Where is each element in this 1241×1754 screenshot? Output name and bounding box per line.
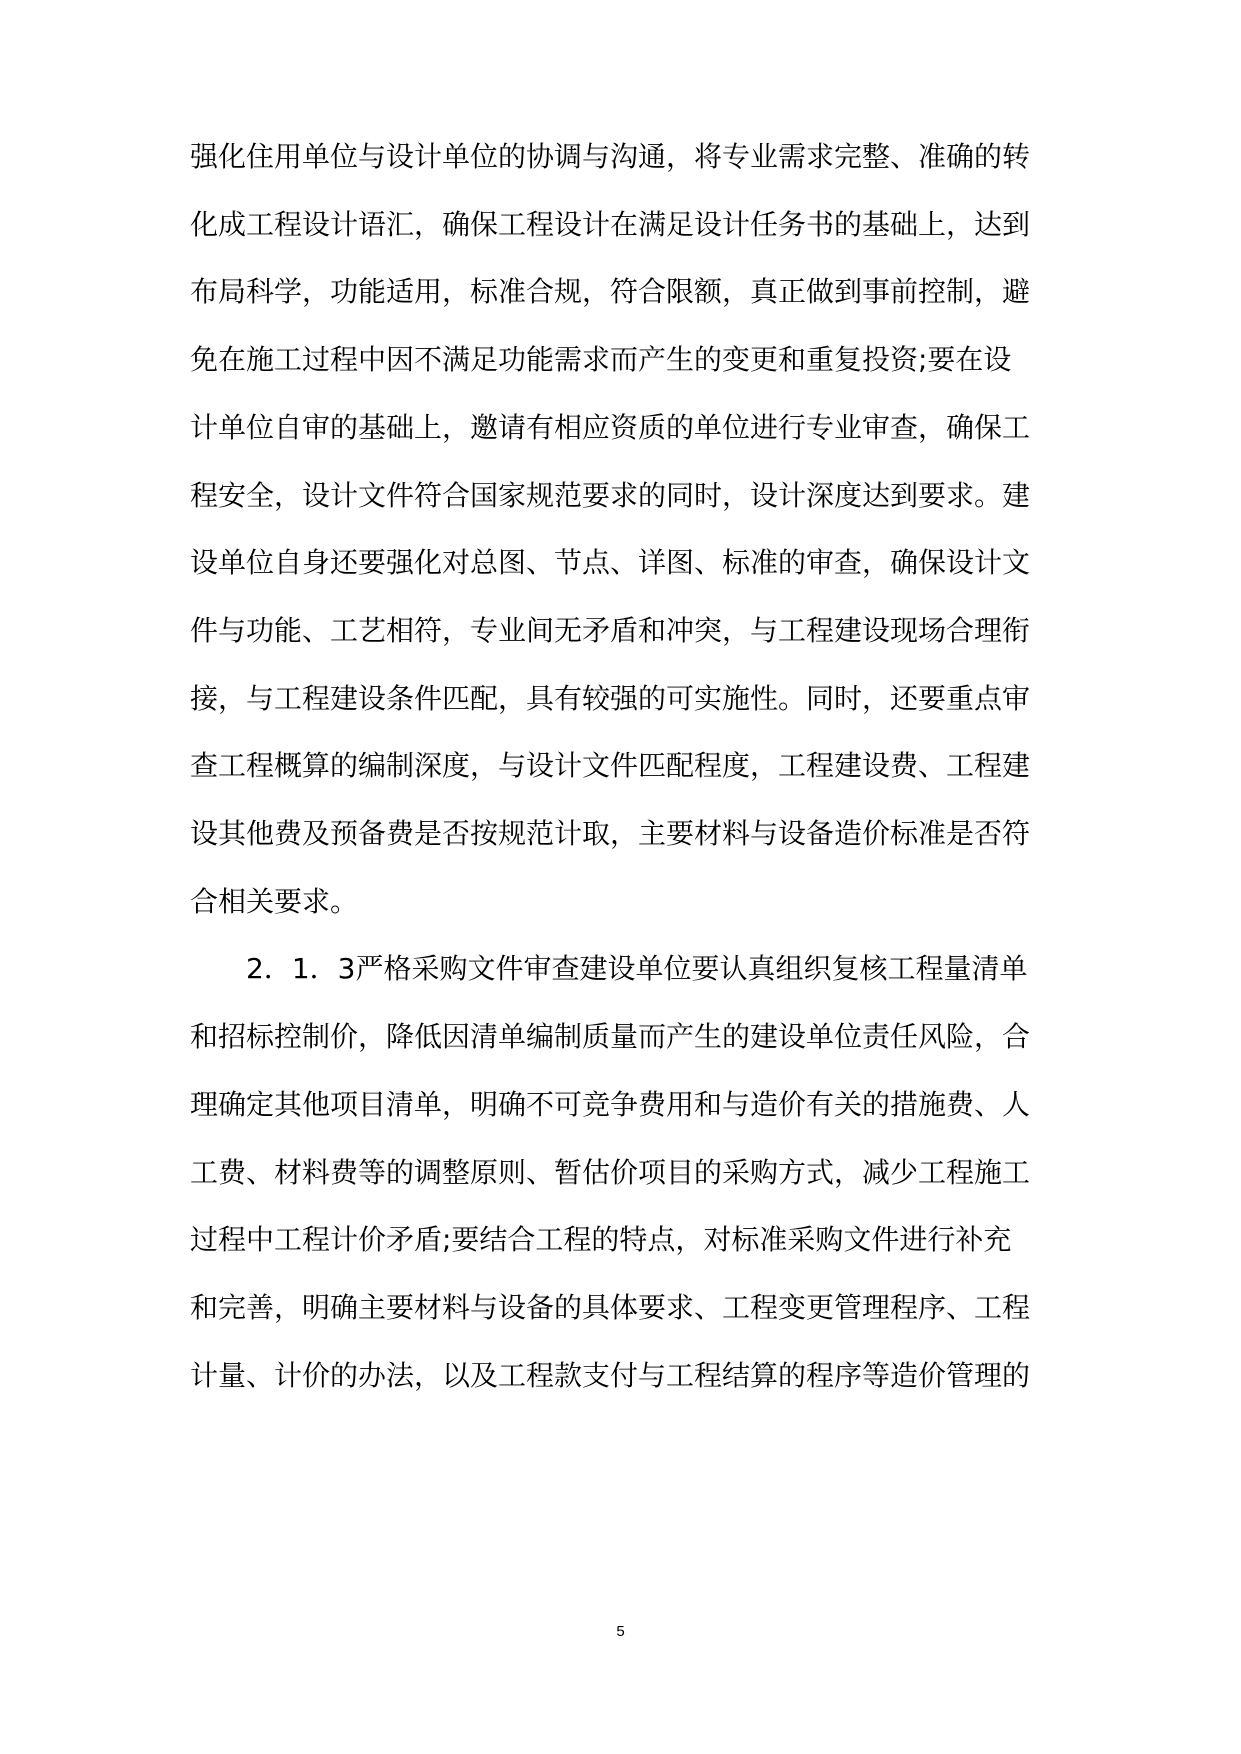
paragraph-1-line-1: 强化住用单位与设计单位的协调与沟通，将专业需求完整、准确的转 [190,140,1031,173]
paragraph-2-line-5: 过程中工程计价矛盾;要结合工程的特点，对标准采购文件进行补充 [190,1223,1012,1256]
paragraph-2-line-2: 和招标控制价，降低因清单编制质量而产生的建设单位责任风险，合 [190,1020,1031,1053]
page-number: 5 [616,1623,625,1640]
paragraph-2-line-3: 理确定其他项目清单，明确不可竞争费用和与造价有关的措施费、人 [190,1088,1031,1121]
paragraph-1-line-7: 设单位自身还要强化对总图、节点、详图、标准的审查，确保设计文 [190,546,1031,579]
paragraph-1-line-10: 查工程概算的编制深度，与设计文件匹配程度，工程建设费、工程建 [190,749,1031,782]
paragraph-1-line-3: 布局科学，功能适用，标准合规，符合限额，真正做到事前控制，避 [190,275,1031,308]
paragraph-1-line-11: 设其他费及预备费是否按规范计取，主要材料与设备造价标准是否符 [190,817,1031,850]
paragraph-1-line-2: 化成工程设计语汇，确保工程设计在满足设计任务书的基础上，达到 [190,208,1031,241]
paragraph-1-line-6: 程安全，设计文件符合国家规范要求的同时，设计深度达到要求。建 [190,479,1031,512]
paragraph-1-line-9: 接，与工程建设条件匹配，具有较强的可实施性。同时，还要重点审 [190,682,1031,715]
paragraph-2-line-7: 计量、计价的办法，以及工程款支付与工程结算的程序等造价管理的 [190,1359,1031,1392]
paragraph-1-line-5: 计单位自审的基础上，邀请有相应资质的单位进行专业审查，确保工 [190,411,1031,444]
paragraph-1-line-12: 合相关要求。 [190,885,359,918]
paragraph-1-line-8: 件与功能、工艺相符，专业间无矛盾和冲突，与工程建设现场合理衔 [190,614,1031,647]
paragraph-2-line-6: 和完善，明确主要材料与设备的具体要求、工程变更管理程序、工程 [190,1291,1031,1324]
paragraph-1-line-4: 免在施工过程中因不满足功能需求而产生的变更和重复投资;要在设 [190,343,1012,376]
paragraph-2-line-4: 工费、材料费等的调整原则、暂估价项目的采购方式，减少工程施工 [190,1156,1031,1189]
paragraph-2-line-1: 2．1．3严格采购文件审查建设单位要认真组织复核工程量清单 [246,952,1028,985]
